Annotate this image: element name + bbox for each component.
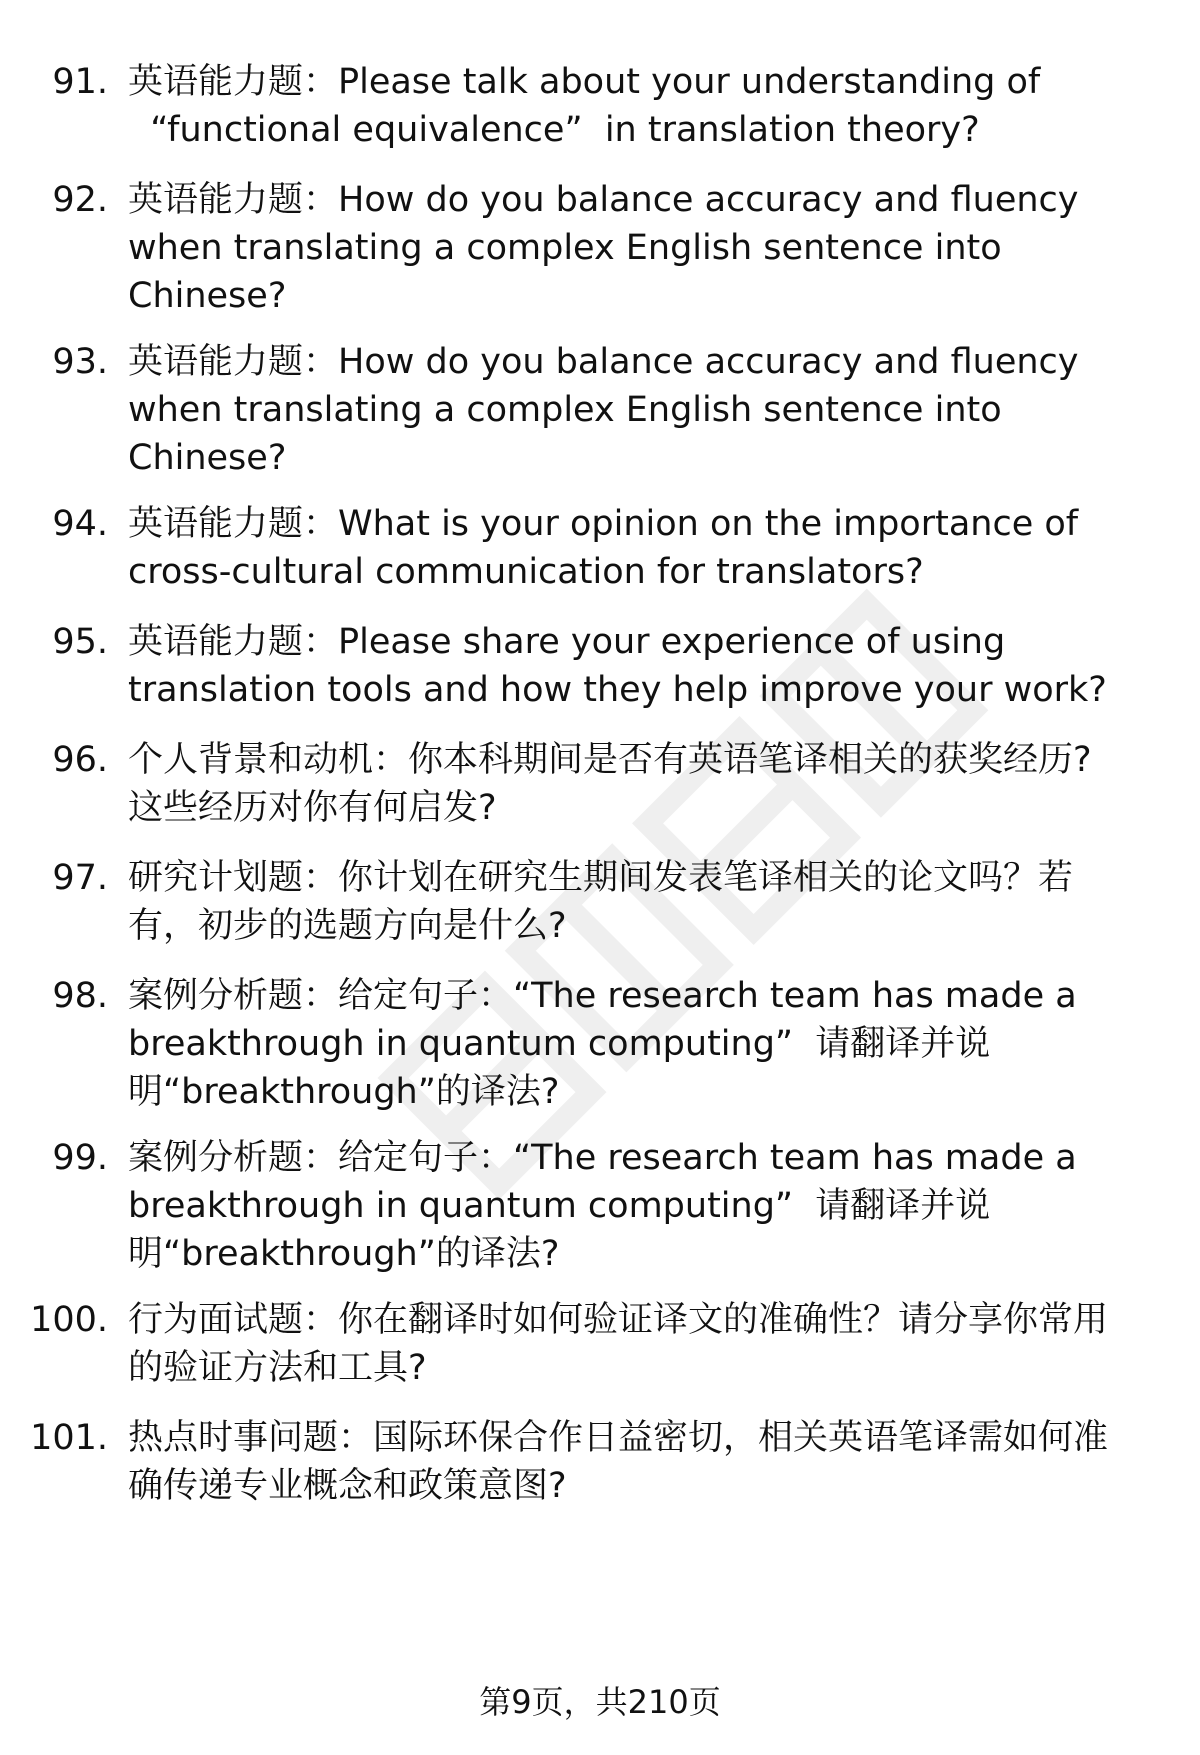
question-line: breakthrough in quantum computing” 请翻译并说 (128, 1024, 991, 1064)
question-number: 93. (52, 342, 108, 382)
question-line: 研究计划题：你计划在研究生期间发表笔译相关的论文吗？若 (128, 858, 1074, 898)
question-line: 英语能力题：How do you balance accuracy and fluency (128, 180, 1079, 220)
question-text (128, 618, 1148, 714)
question-line: “functional equivalence” in translation theory? (128, 110, 980, 150)
question-text (128, 854, 1148, 950)
question-number: 100. (30, 1300, 108, 1340)
question-number: 91. (52, 62, 108, 102)
question-line: when translating a complex English sentence into (128, 390, 1002, 430)
question-line: cross-cultural communication for translators? (128, 552, 924, 592)
question-line: 有，初步的选题方向是什么? (128, 906, 567, 946)
question-line: Chinese? (128, 438, 287, 478)
question-line: 的验证方法和工具? (128, 1348, 427, 1388)
question-line: 英语能力题：What is your opinion on the importance of (128, 504, 1079, 544)
question-line: 英语能力题：Please talk about your understanding of (128, 62, 1041, 102)
question-line: 英语能力题：How do you balance accuracy and fluency (128, 342, 1079, 382)
question-number: 99. (52, 1138, 108, 1178)
question-number: 98. (52, 976, 108, 1016)
question-line: 热点时事问题：国际环保合作日益密切，相关英语笔译需如何准 (128, 1418, 1109, 1458)
question-line: breakthrough in quantum computing” 请翻译并说 (128, 1186, 991, 1226)
question-number: 101. (30, 1418, 108, 1458)
question-text (128, 338, 1148, 482)
question-line: 行为面试题：你在翻译时如何验证译文的准确性？请分享你常用 (128, 1300, 1109, 1340)
question-number: 96. (52, 740, 108, 780)
question-line: 案例分析题：给定句子：“The research team has made a (128, 976, 1077, 1016)
question-line: 个人背景和动机：你本科期间是否有英语笔译相关的获奖经历? (128, 740, 1092, 780)
question-line: 英语能力题：Please share your experience of using (128, 622, 1006, 662)
question-text (128, 1296, 1148, 1392)
question-text (128, 1414, 1148, 1510)
question-text (128, 176, 1148, 320)
question-number: 97. (52, 858, 108, 898)
page-footer (0, 1680, 1200, 1724)
question-number: 95. (52, 622, 108, 662)
question-line: when translating a complex English sentence into (128, 228, 1002, 268)
page-number-label: 第9页，共210页 (479, 1683, 721, 1721)
question-number: 92. (52, 180, 108, 220)
question-line: 确传递专业概念和政策意图? (128, 1466, 567, 1506)
question-text (128, 500, 1148, 596)
question-text (128, 736, 1148, 832)
question-text (128, 972, 1148, 1116)
question-line: Chinese? (128, 276, 287, 316)
question-line: 这些经历对你有何启发? (128, 788, 497, 828)
question-text (128, 1134, 1148, 1278)
question-line: translation tools and how they help improve your work? (128, 670, 1107, 710)
question-line: 明“breakthrough”的译法? (128, 1072, 560, 1112)
question-number: 94. (52, 504, 108, 544)
question-text (128, 58, 1148, 154)
question-line: 案例分析题：给定句子：“The research team has made a (128, 1138, 1077, 1178)
question-line: 明“breakthrough”的译法? (128, 1234, 560, 1274)
